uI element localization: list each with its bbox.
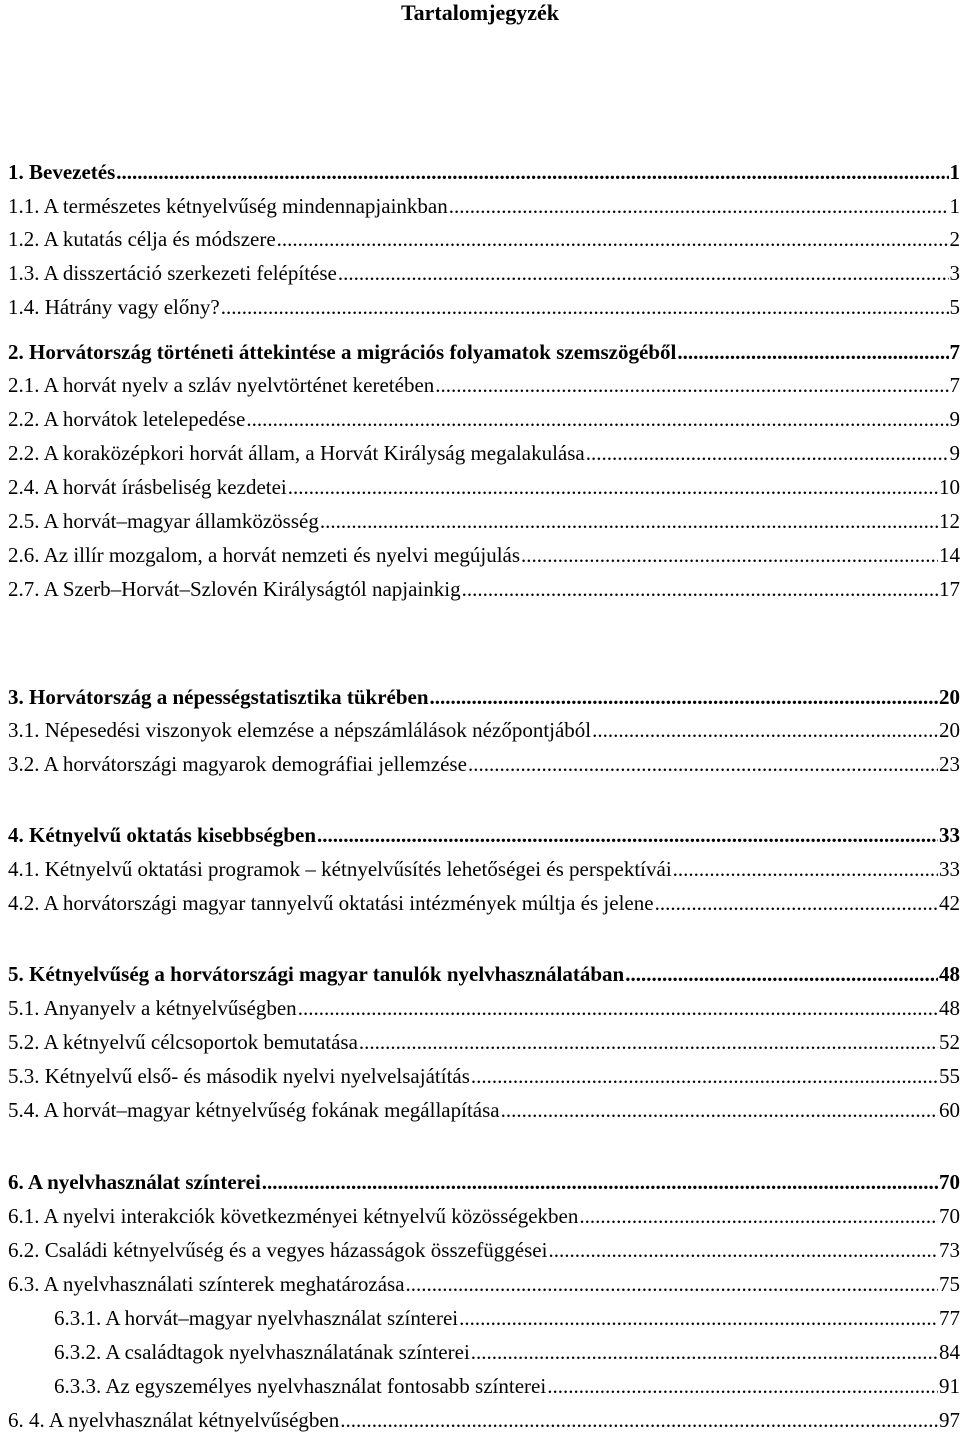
dot-leader	[579, 1201, 938, 1231]
toc-entry-title: 2.5. A horvát–magyar államközösség	[8, 509, 319, 533]
toc-entry-title: 5.2. A kétnyelvű célcsoportok bemutatása	[8, 1030, 358, 1054]
toc-entry-title: 2.1. A horvát nyelv a szláv nyelvtörténet keretében	[8, 373, 435, 397]
dot-leader	[277, 224, 949, 254]
dot-leader	[677, 337, 948, 367]
toc-entry-title: 2.2. A horvátok letelepedése	[8, 407, 246, 431]
toc-page-number: 1	[949, 160, 960, 184]
toc-page-number: 60	[939, 1098, 960, 1122]
toc-entry-title: 4.1. Kétnyelvű oktatási programok – kétnyelvűsítés lehetőségei és perspektívái	[8, 857, 672, 881]
dot-leader	[459, 1303, 938, 1333]
dot-leader	[501, 1095, 938, 1125]
toc-entry-title: 6.3.3. Az egyszemélyes nyelvhasználat fontosabb színterei	[54, 1374, 547, 1398]
toc-entry-title: 1.2. A kutatás célja és módszere	[8, 227, 276, 251]
dot-leader	[521, 540, 938, 570]
toc-entry[interactable]	[8, 574, 960, 604]
dot-leader	[262, 1167, 938, 1197]
toc-chapter-entry[interactable]	[8, 682, 960, 712]
toc-chapter-entry[interactable]	[8, 157, 960, 187]
toc-page-number: 12	[939, 509, 960, 533]
toc-page-number: 9	[949, 407, 960, 431]
toc-entry-title: 6.3.2. A családtagok nyelvhasználatának színterei	[54, 1340, 470, 1364]
toc-page-number: 77	[939, 1306, 960, 1330]
toc-page-number: 33	[939, 857, 960, 881]
dot-leader	[462, 574, 938, 604]
toc-entry-title: 6. A nyelvhasználat színterei	[8, 1170, 261, 1194]
toc-entry[interactable]	[8, 1095, 960, 1125]
toc-entry-title: 2.6. Az illír mozgalom, a horvát nemzeti és nyelvi megújulás	[8, 543, 521, 567]
toc-page-number: 48	[939, 962, 960, 986]
toc-page-number: 70	[939, 1204, 960, 1228]
toc-entry[interactable]	[54, 1371, 960, 1401]
toc-entry[interactable]	[8, 888, 960, 918]
dot-leader	[625, 959, 938, 989]
toc-entry-title: 2.2. A koraközépkori horvát állam, a Horvát Királyság megalakulása	[8, 441, 585, 465]
toc-page-number: 75	[939, 1272, 960, 1296]
dot-leader	[468, 749, 938, 779]
toc-chapter-entry[interactable]	[8, 337, 960, 367]
dot-leader	[359, 1027, 938, 1057]
dot-leader	[471, 1061, 938, 1091]
toc-entry-title: 5. Kétnyelvűség a horvátországi magyar tanulók nyelvhasználatában	[8, 962, 625, 986]
toc-entry-title: 6.3. A nyelvhasználati színterek meghatározása	[8, 1272, 405, 1296]
toc-entry-title: 3.2. A horvátországi magyarok demográfiai jellemzése	[8, 752, 467, 776]
toc-page-number: 33	[939, 823, 960, 847]
toc-page-number: 91	[939, 1374, 960, 1398]
toc-entry-title: 6. 4. A nyelvhasználat kétnyelvűségben	[8, 1408, 340, 1432]
toc-chapter-entry[interactable]	[8, 820, 960, 850]
dot-leader	[246, 404, 948, 434]
toc-entry[interactable]	[8, 1405, 960, 1435]
toc-entry[interactable]	[8, 404, 960, 434]
toc-entry[interactable]	[8, 1235, 960, 1265]
toc-entry-title: 5.3. Kétnyelvű első- és második nyelvi nyelvelsajátítás	[8, 1064, 470, 1088]
toc-page-number: 9	[949, 441, 960, 465]
toc-page-number: 48	[939, 996, 960, 1020]
toc-entry-title: 2.4. A horvát írásbeliség kezdetei	[8, 475, 287, 499]
toc-entry-title: 3. Horvátország a népességstatisztika tükrében	[8, 685, 429, 709]
toc-page-number: 84	[939, 1340, 960, 1364]
toc-chapter-entry[interactable]	[8, 959, 960, 989]
toc-entry[interactable]	[8, 1061, 960, 1091]
toc-entry-title: 5.4. A horvát–magyar kétnyelvűség fokának megállapítása	[8, 1098, 500, 1122]
toc-entry-title: 4.2. A horvátországi magyar tannyelvű oktatási intézmények múltja és jelene	[8, 891, 654, 915]
toc-entry-title: 2. Horvátország történeti áttekintése a migrációs folyamatok szemszögéből	[8, 340, 677, 364]
toc-page-number: 20	[939, 685, 960, 709]
dot-leader	[655, 888, 938, 918]
toc-page-number: 14	[939, 543, 960, 567]
toc-page-number: 97	[939, 1408, 960, 1432]
dot-leader	[116, 157, 948, 187]
dot-leader	[471, 1337, 938, 1367]
toc-entry[interactable]	[8, 258, 960, 288]
toc-entry[interactable]	[54, 1303, 960, 1333]
toc-entry[interactable]	[8, 749, 960, 779]
toc-entry[interactable]	[8, 370, 960, 400]
toc-entry-title: 6.3.1. A horvát–magyar nyelvhasználat színterei	[54, 1306, 459, 1330]
toc-entry[interactable]	[54, 1337, 960, 1367]
toc-page-number: 7	[949, 373, 960, 397]
toc-page-number: 20	[939, 718, 960, 742]
toc-entry[interactable]	[8, 993, 960, 1023]
dot-leader	[288, 472, 938, 502]
toc-entry-title: 6.1. A nyelvi interakciók következményei kétnyelvű közösségekben	[8, 1204, 579, 1228]
toc-entry[interactable]	[8, 540, 960, 570]
page-title: Tartalomjegyzék	[400, 0, 560, 25]
toc-entry-title: 5.1. Anyanyelv a kétnyelvűségben	[8, 996, 297, 1020]
toc-entry[interactable]	[8, 506, 960, 536]
toc-entry[interactable]	[8, 715, 960, 745]
toc-entry[interactable]	[8, 1201, 960, 1231]
toc-entry[interactable]	[8, 292, 960, 322]
toc-entry[interactable]	[8, 191, 960, 221]
toc-page-number: 52	[939, 1030, 960, 1054]
dot-leader	[547, 1371, 938, 1401]
toc-entry-title: 1.3. A disszertáció szerkezeti felépítése	[8, 261, 337, 285]
toc-page-number: 5	[949, 295, 960, 319]
dot-leader	[435, 370, 948, 400]
toc-page-number: 70	[939, 1170, 960, 1194]
toc-entry[interactable]	[8, 472, 960, 502]
toc-page-number: 7	[949, 340, 960, 364]
toc-entry-title: 1.4. Hátrány vagy előny?	[8, 295, 220, 319]
toc-entry-title: 2.7. A Szerb–Horvát–Szlovén Királyságtól napjainkig	[8, 577, 461, 601]
dot-leader	[221, 292, 949, 322]
dot-leader	[673, 854, 938, 884]
toc-entry-title: 3.1. Népesedési viszonyok elemzése a népszámlálások nézőpontjából	[8, 718, 592, 742]
dot-leader	[548, 1235, 938, 1265]
toc-entry-title: 1.1. A természetes kétnyelvűség mindennapjainkban	[8, 194, 448, 218]
dot-leader	[592, 715, 938, 745]
dot-leader	[340, 1405, 938, 1435]
toc-page-number: 42	[939, 891, 960, 915]
toc-page-number: 23	[939, 752, 960, 776]
dot-leader	[338, 258, 949, 288]
toc-entry-title: 4. Kétnyelvű oktatás kisebbségben	[8, 823, 317, 847]
dot-leader	[298, 993, 938, 1023]
toc-page-number: 55	[939, 1064, 960, 1088]
dot-leader	[449, 191, 949, 221]
toc-entry[interactable]	[8, 1269, 960, 1299]
toc-entry-title: 6.2. Családi kétnyelvűség és a vegyes házasságok összefüggései	[8, 1238, 548, 1262]
dot-leader	[586, 438, 949, 468]
toc-chapter-entry[interactable]	[8, 1167, 960, 1197]
toc-entry-title: 1. Bevezetés	[8, 160, 116, 184]
toc-page-number: 17	[939, 577, 960, 601]
toc-page-number: 10	[939, 475, 960, 499]
toc-entry[interactable]	[8, 224, 960, 254]
dot-leader	[320, 506, 938, 536]
toc-page-number: 1	[949, 194, 960, 218]
dot-leader	[430, 682, 938, 712]
dot-leader	[317, 820, 938, 850]
dot-leader	[406, 1269, 938, 1299]
toc-page-number: 73	[939, 1238, 960, 1262]
toc-entry[interactable]	[8, 1027, 960, 1057]
toc-entry[interactable]	[8, 854, 960, 884]
toc-page-number: 3	[949, 261, 960, 285]
toc-page-number: 2	[949, 227, 960, 251]
toc-entry[interactable]	[8, 438, 960, 468]
